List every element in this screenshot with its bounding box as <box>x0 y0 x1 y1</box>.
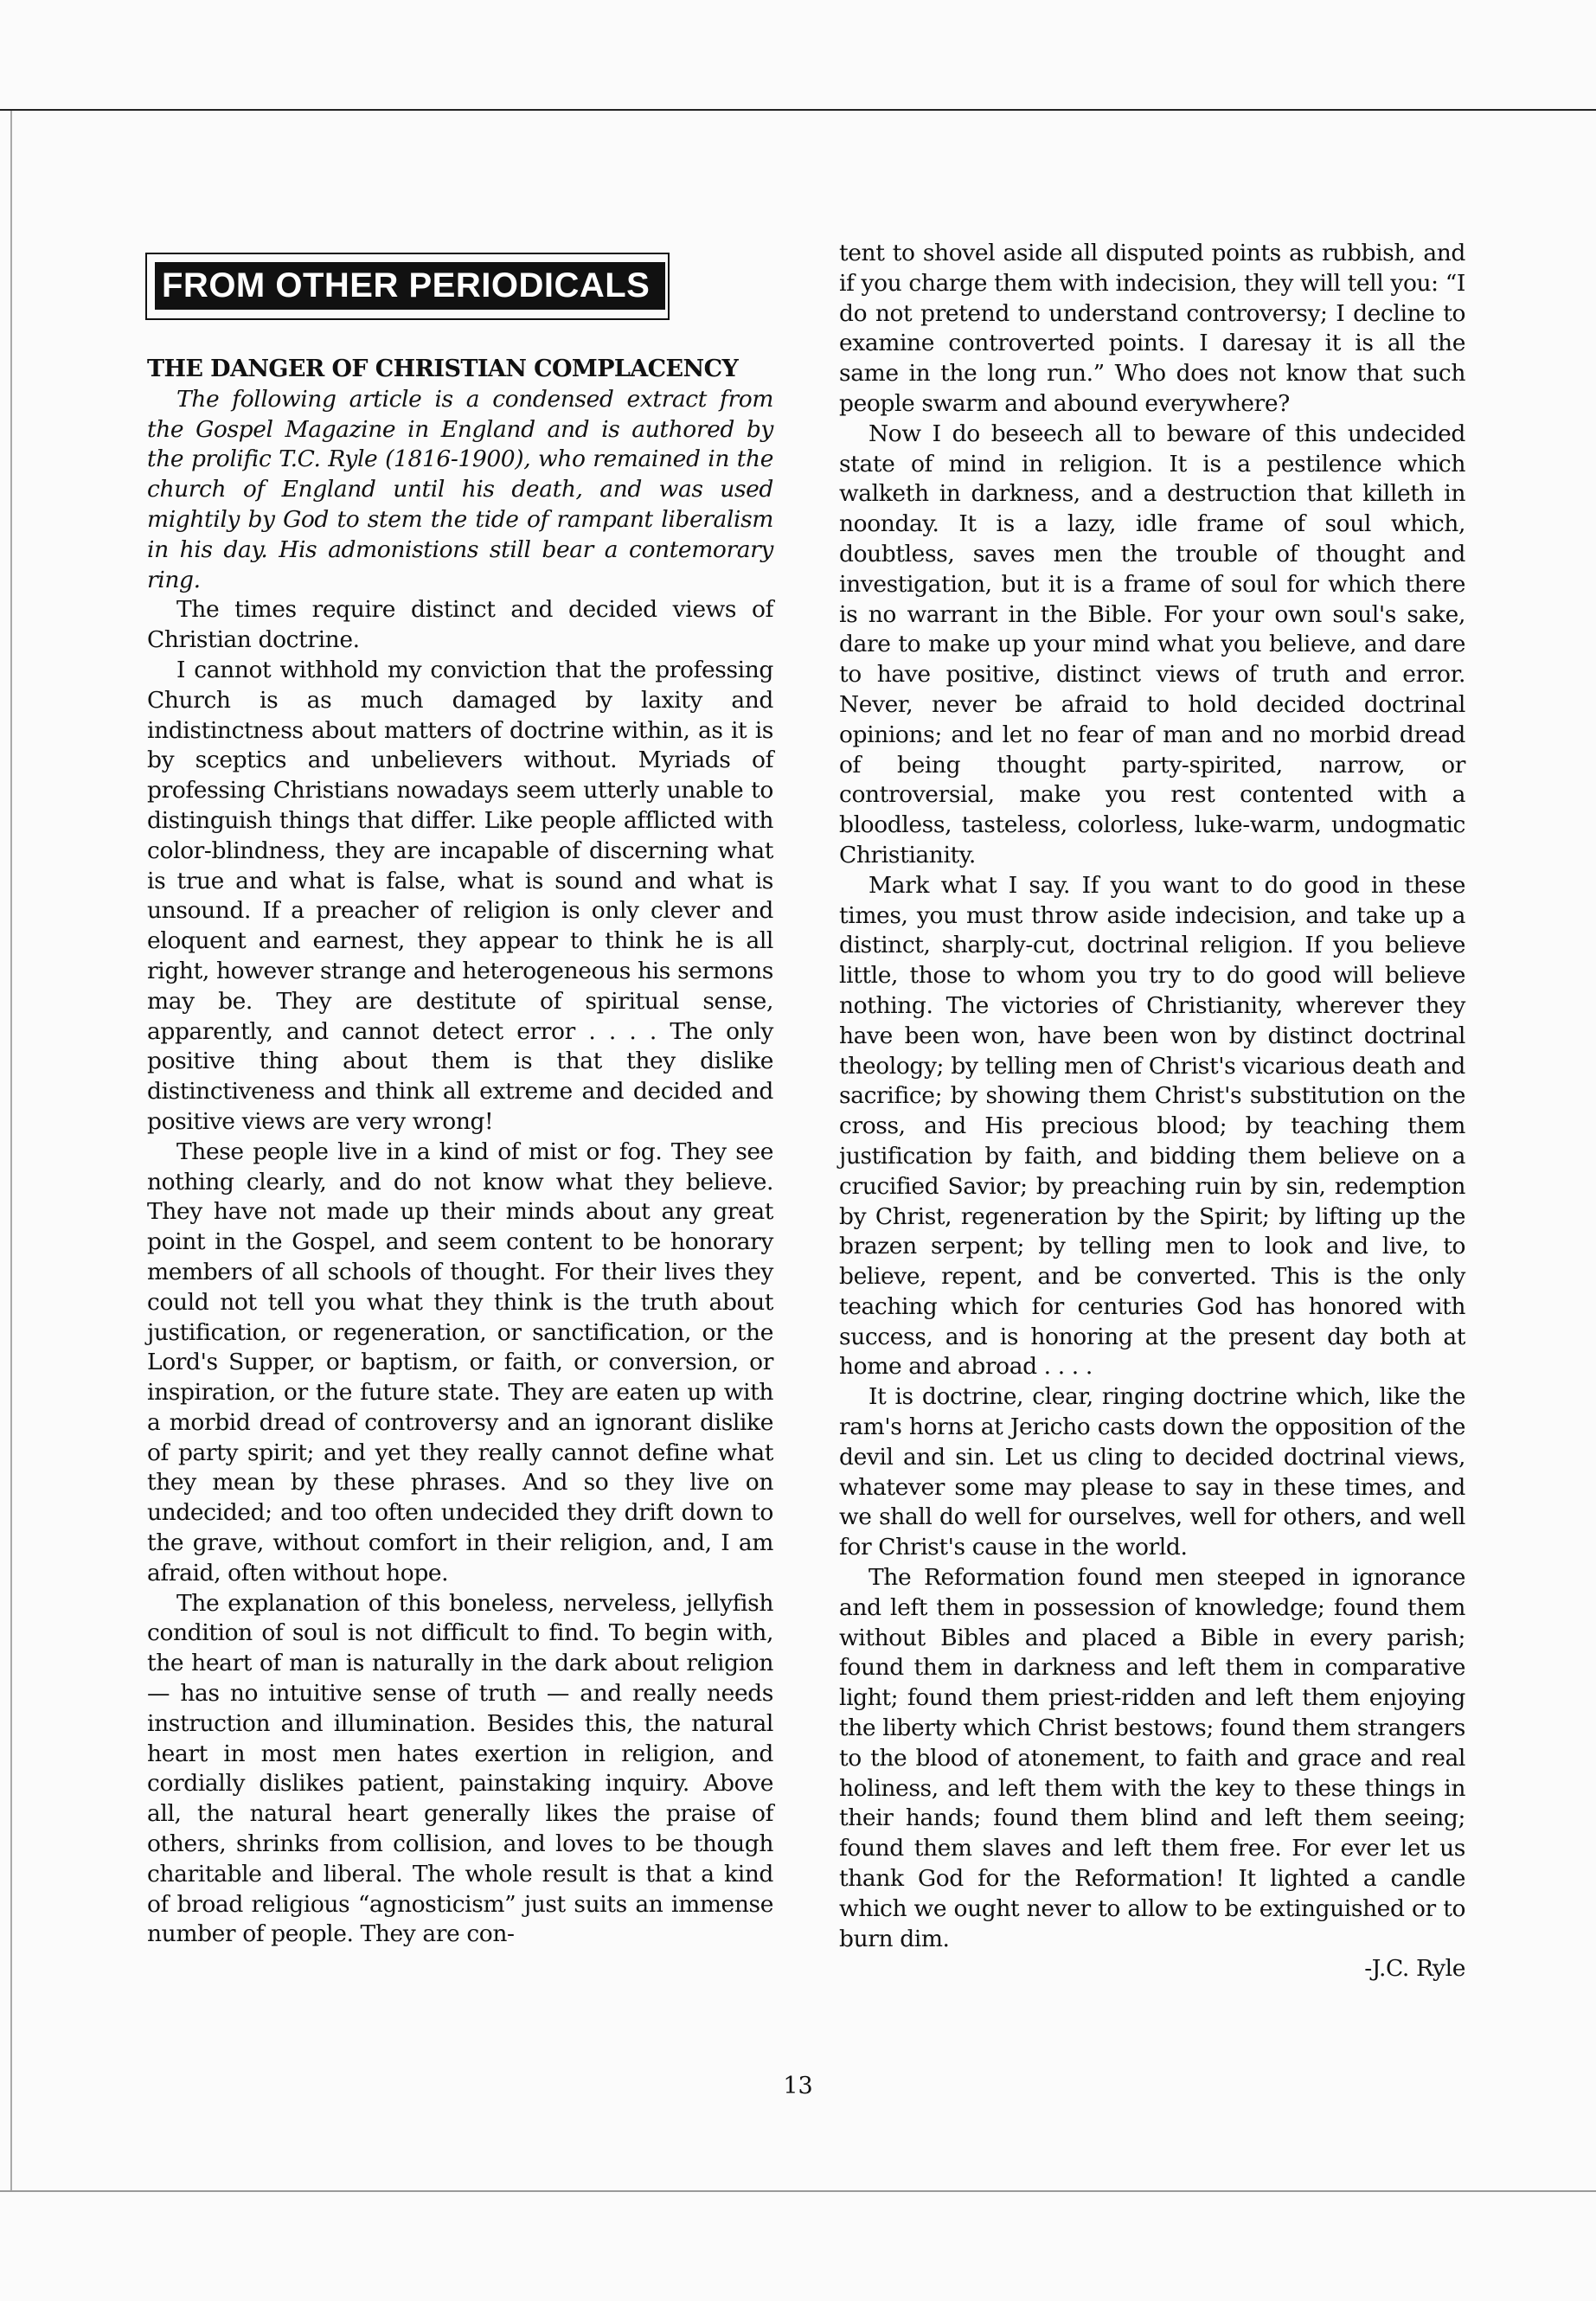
section-header-box <box>145 253 670 320</box>
body-paragraph: It is doctrine, clear, ringing doctrine which, like the ram's horns at Jericho casts down the opposition of the devil and sin. Let us cling to decided doctrinal views, whatever some may please to say in these times, and we shall do well for ourselves, well for others, and well for Christ's cause in the world. <box>839 1383 1465 1561</box>
body-paragraph: The Reformation found men steeped in ignorance and left them in possession of knowledge; found them without Bibles and placed a Bible in every parish; found them in darkness and left them in comparative light; found them priest-ridden and left them enjoying the liberty which Christ bestows; found them strangers to the blood of atonement, to faith and grace and real holiness, and left them with the key to these things in their hands; found them blind and left them seeing; found them slaves and left them free. For ever let us thank God for the Reformation! It lighted a candle which we ought never to allow to be extinguished or to burn dim. <box>839 1564 1465 1952</box>
author-signature: -J.C. Ryle <box>1364 1955 1465 1983</box>
body-paragraph-continued: tent to shovel aside all disputed points as rubbish, and if you charge them with indecision, they will tell you: “I do not pretend to understand controversy; I decline to examine controverted points. I daresay it is all the same in the long run.” Who does not know that such people swarm and abound everywhere? <box>839 240 1465 417</box>
top-rule <box>0 109 1596 111</box>
left-column <box>147 355 773 1950</box>
body-paragraph: These people live in a kind of mist or fog. They see nothing clearly, and do not know what they believe. They have not made up their minds about any great point in the Gospel, and seem content to be honorary members of all schools of thought. For their lives they could not tell you what they think is the truth about justification, or regeneration, or sanctification, or the Lord's Supper, or baptism, or faith, or conversion, or inspiration, or the future state. They are eaten up with a morbid dread of controversy and an ignorant dislike of party spirit; and yet they really cannot define what they mean by these phrases. And so they live on undecided; and too often undecided they drift down to the grave, without comfort in their religion, and, I am afraid, often without hope. <box>147 1138 773 1586</box>
article-title: THE DANGER OF CHRISTIAN COMPLACENCY <box>147 356 739 382</box>
section-header: FROM OTHER PERIODICALS <box>155 262 665 310</box>
left-edge-rule <box>10 111 12 2190</box>
bottom-rule <box>0 2190 1596 2192</box>
right-column <box>839 239 1465 1984</box>
body-paragraph: The explanation of this boneless, nerveless, jellyfish condition of soul is not difficult to find. To begin with, the heart of man is naturally in the dark about religion — has no intuitive sense of truth — and really needs instruction and illumination. Besides this, the natural heart in most men hates exertion in religion, and cordially dislikes patient, painstaking inquiry. Above all, the natural heart generally likes the praise of others, shrinks from collision, and loves to be though charitable and liberal. The whole result is that a kind of broad religious “agnosticism” just suits an immense number of people. They are con- <box>147 1589 773 1948</box>
body-paragraph: The times require distinct and decided views of Christian doctrine. <box>147 596 773 654</box>
body-paragraph: I cannot withhold my conviction that the professing Church is as much damaged by laxity and indistinctness about matters of doctrine within, as it is by sceptics and unbelievers without. Myriads of professing Christians nowadays seem utterly unable to distinguish things that differ. Like people afflicted with color-blindness, they are incapable of discerning what is true and what is false, what is sound and what is unsound. If a preacher of religion is only clever and eloquent and earnest, they appear to think he is all right, however strange and heterogeneous his sermons may be. They are destitute of spiritual sense, apparently, and cannot detect error . . . . The only positive thing about them is that they dislike distinctiveness and think all extreme and decided and positive views are very wrong! <box>147 656 773 1135</box>
body-paragraph: Mark what I say. If you want to do good in these times, you must throw aside indecision, and take up a distinct, sharply-cut, doctrinal religion. If you believe little, those to whom you try to do good will believe nothing. The victories of Christianity, wherever they have been won, have been won by distinct doctrinal theology; by telling men of Christ's vicarious death and sacrifice; by showing them Christ's substitution on the cross, and His precious blood; by teaching them justification by faith, and bidding them believe on a crucified Savior; by preaching ruin by sin, redemption by Christ, regeneration by the Spirit; by lifting up the brazen serpent; by telling men to look and live, to believe, repent, and be converted. This is the only teaching which for centuries God has honored with success, and is honoring at the present day both at home and abroad . . . . <box>839 871 1465 1381</box>
article-intro: The following article is a condensed extract from the Gospel Magazine in England and is authored by the prolific T.C. Ryle (1816-1900), who remained in the church of England until his death, and was used mightily by God to stem the tide of rampant liberalism in his day. His admonistions still bear a contemorary ring. <box>147 385 773 593</box>
page-number: 13 <box>783 2073 813 2099</box>
body-paragraph: Now I do beseech all to beware of this undecided state of mind in religion. It is a pestilence which walketh in darkness, and a destruction that killeth in noonday. It is a lazy, idle frame of soul which, doubtless, saves men the trouble of thought and investigation, but it is a frame of soul for which there is no warrant in the Bible. For your own soul's sake, dare to make up your mind what you believe, and dare to have positive, distinct views of truth and error. Never, never be afraid to hold decided doctrinal opinions; and let no fear of man and no morbid dread of being thought party-spirited, narrow, or controversial, make you rest contented with a bloodless, tasteless, colorless, luke-warm, undogmatic Christianity. <box>839 420 1465 868</box>
